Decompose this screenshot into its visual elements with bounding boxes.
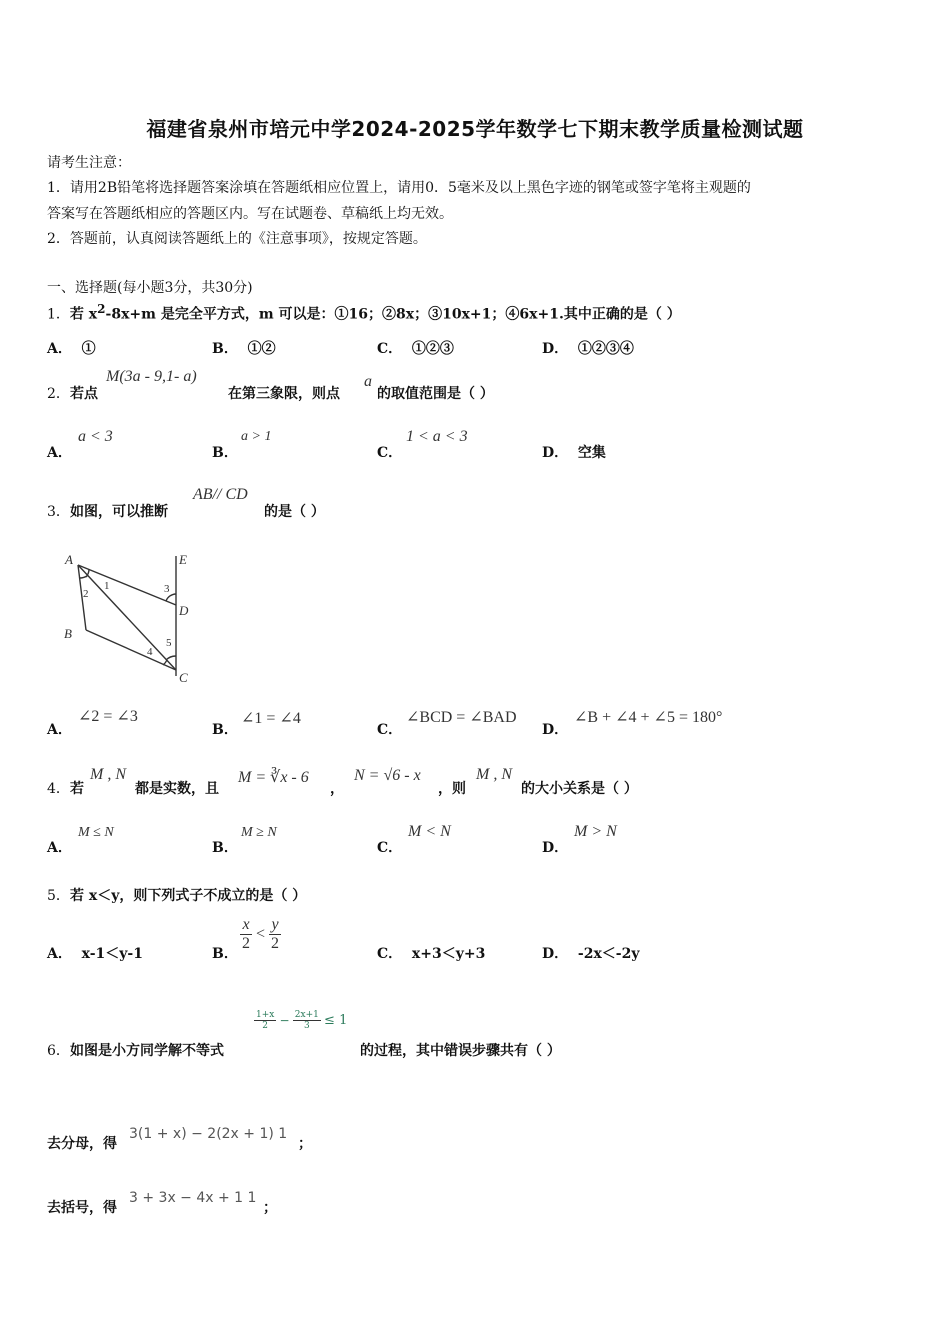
q2-option-c-label[interactable]: C． — [377, 445, 403, 461]
q1-option-a[interactable]: A． ① — [47, 341, 96, 357]
q2-option-b-label[interactable]: B． — [212, 445, 238, 461]
q4-option-d-label[interactable]: D． — [542, 840, 569, 856]
label-d: D — [179, 603, 189, 618]
q3-option-c-math[interactable]: ∠BCD = ∠BAD — [406, 709, 517, 726]
q5-option-c[interactable]: C． x+3＜y+3 — [377, 946, 486, 962]
q2-option-c-math[interactable]: 1 < a < 3 — [406, 428, 468, 445]
segment-bc — [86, 630, 176, 670]
q2-point-math: M(3a - 9,1- a) — [106, 368, 197, 385]
question-number: 1． — [47, 306, 70, 323]
q2-option-d[interactable]: D． 空集 — [542, 445, 606, 461]
angle-arc-2 — [80, 576, 87, 578]
q3-option-b-label[interactable]: B． — [212, 722, 238, 738]
q6-step1-end: ； — [298, 1136, 312, 1152]
q4-eq1-math: M = ∛x - 6 — [238, 769, 309, 786]
q2-option-a-label[interactable]: A． — [47, 445, 72, 461]
q4-option-b-math[interactable]: M ≥ N — [241, 825, 277, 840]
q2-option-a-math[interactable]: a < 3 — [78, 428, 113, 445]
question-1: 1．若 $x^2-8x+m$ 是完全平方式，m 可以是：①16；②8x；③10x+1；④6x+1.其中正确的是（ ） — [47, 302, 681, 323]
notice-line1b: 答案写在答题纸相应的答题区内。写在试题卷、草稿纸上均无效。 — [47, 206, 453, 222]
question-2-post: 的取值范围是（ ） — [377, 386, 494, 402]
q6-step1-label: 去分母，得 — [47, 1136, 117, 1152]
label-a: A — [65, 552, 73, 567]
q4-option-c-label[interactable]: C． — [377, 840, 403, 856]
label-angle-1: 1 — [104, 580, 110, 592]
q4-option-d-math[interactable]: M > N — [574, 823, 617, 840]
question-3-pre: 如图，可以推断 — [70, 504, 168, 520]
q4-mn2-math: M , N — [476, 766, 512, 783]
label-e: E — [179, 552, 187, 567]
q2-option-b-math[interactable]: a > 1 — [241, 429, 272, 444]
q1-option-d[interactable]: D． ①②③④ — [542, 341, 634, 357]
segment-ac — [78, 565, 176, 670]
q4-option-a-math[interactable]: M ≤ N — [78, 825, 114, 840]
angle-arc-4 — [163, 660, 167, 665]
q5-option-b-math[interactable]: $\frac{x}{2}$ < $\frac{y}{2}$ — [242, 916, 280, 952]
question-4-pre: 若 — [70, 781, 84, 797]
question-4-mid2: ，则 — [438, 781, 466, 797]
section-heading: 一、选择题(每小题3分，共30分) — [47, 280, 253, 296]
q4-mn-math: M , N — [90, 766, 126, 783]
question-2-mid: 在第三象限，则点 — [228, 386, 340, 402]
q6-step1-math: 3(1 + x) − 2(2x + 1) 1 — [129, 1126, 288, 1142]
q6-step2-math: 3 + 3x − 4x + 1 1 — [129, 1190, 257, 1206]
question-3-post: 的是（ ） — [264, 504, 325, 520]
notice-heading: 请考生注意： — [47, 155, 131, 171]
question-5-text: 若 x＜y，则下列式子不成立的是（ ） — [70, 888, 307, 904]
angle-arc-5 — [166, 656, 176, 660]
page-title: 福建省泉州市培元中学2024-2025学年数学七下期末教学质量检测试题 — [146, 117, 804, 141]
question-4-comma: ， — [330, 781, 344, 797]
label-angle-3: 3 — [164, 583, 170, 595]
q3-math: AB// CD — [193, 486, 248, 503]
q3-option-b-math[interactable]: ∠1 = ∠4 — [241, 710, 301, 727]
q4-eq2-math: N = √6 - x — [354, 767, 421, 784]
label-angle-4: 4 — [147, 646, 153, 658]
question-6-post: 的过程，其中错误步骤共有（ ） — [360, 1043, 561, 1059]
question-6-pre: 如图是小方同学解不等式 — [70, 1043, 224, 1059]
question-4-mid1: 都是实数，且 — [135, 781, 219, 797]
q1-option-c[interactable]: C． ①②③ — [377, 341, 454, 357]
label-b: B — [64, 626, 72, 641]
q6-step2-end: ； — [263, 1200, 277, 1216]
notice-line2: 2．答题前，认真阅读答题纸上的《注意事项》，按规定答题。 — [47, 231, 427, 247]
q6-inequality-image: $\frac{1+x}{2}$ − $\frac{2x+1}{3}$ ≤ 1 — [256, 1010, 348, 1031]
q4-option-b-label[interactable]: B． — [212, 840, 238, 856]
angle-arc-3 — [166, 594, 176, 601]
q4-option-c-math[interactable]: M < N — [408, 823, 451, 840]
q6-step2-label: 去括号，得 — [47, 1200, 117, 1216]
q5-option-d[interactable]: D． -2x＜-2y — [542, 946, 640, 962]
q4-option-a-label[interactable]: A． — [47, 840, 72, 856]
q5-option-b-label[interactable]: B． — [212, 946, 238, 962]
q5-option-a[interactable]: A． x-1＜y-1 — [47, 946, 143, 962]
q2-var-math: a — [364, 373, 372, 390]
q3-option-a-label[interactable]: A． — [47, 722, 72, 738]
q1-option-b[interactable]: B． ①② — [212, 341, 276, 357]
question-4-post: 的大小关系是（ ） — [521, 781, 638, 797]
q3-geometry-figure — [58, 548, 208, 683]
label-angle-5: 5 — [166, 637, 172, 649]
q3-option-d-label[interactable]: D． — [542, 722, 569, 738]
question-3-number: 3． — [47, 504, 70, 520]
segment-ad — [78, 565, 176, 605]
label-c: C — [179, 670, 188, 683]
label-angle-2: 2 — [83, 588, 89, 600]
question-4-number: 4． — [47, 781, 70, 797]
question-6-number: 6． — [47, 1043, 70, 1059]
question-5-number: 5． — [47, 888, 70, 904]
q3-option-a-math[interactable]: ∠2 = ∠3 — [78, 708, 138, 725]
question-2-pre: 若点 — [70, 386, 98, 402]
notice-line1: 1．请用2B铅笔将选择题答案涂填在答题纸相应位置上，请用0．5毫米及以上黑色字迹的钢笔或签字笔将主观题的 — [47, 180, 751, 196]
q3-option-d-math[interactable]: ∠B + ∠4 + ∠5 = 180° — [574, 709, 723, 726]
q3-option-c-label[interactable]: C． — [377, 722, 403, 738]
question-2-number: 2． — [47, 386, 70, 402]
